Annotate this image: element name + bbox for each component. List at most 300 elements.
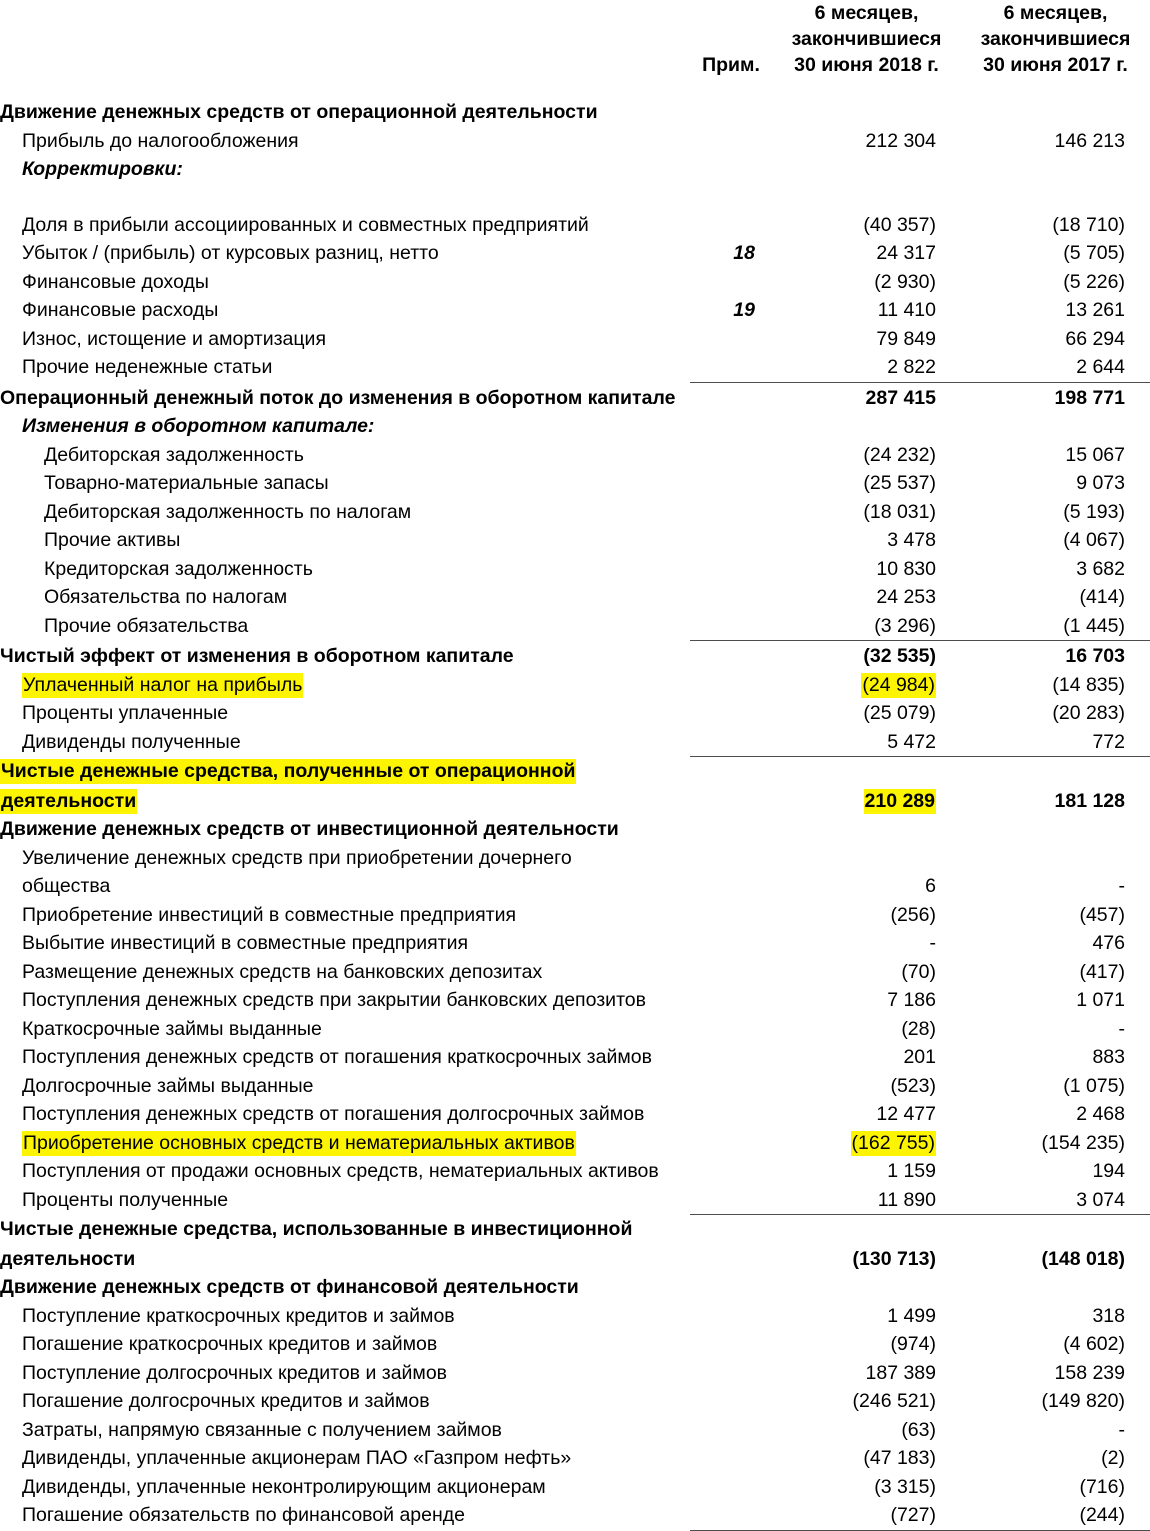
value-text: (2) — [1101, 1447, 1125, 1469]
row-label-accounts-receivable — [0, 441, 690, 470]
row-note-accounts-receivable — [690, 441, 772, 470]
row-value-2017-dividends-received — [961, 728, 1150, 757]
row-value-2017-blank-1 — [961, 184, 1150, 211]
row-label-text: Финансовые расходы — [22, 299, 219, 321]
value-text: (244) — [1079, 1504, 1125, 1526]
row-note-depreciation — [690, 325, 772, 354]
header-note-label: Прим. — [702, 54, 760, 76]
row-note-income-tax-paid — [690, 671, 772, 700]
value-text: 476 — [1092, 932, 1125, 954]
row-value-2018-adjustments-header — [772, 155, 961, 184]
row-label-text: Чистые денежные средства, использованные в инвестиционной — [0, 1217, 633, 1240]
value-text: (417) — [1079, 960, 1125, 983]
row-value-2018-depreciation — [772, 325, 961, 354]
row-note-finance-income — [690, 268, 772, 297]
row-label-repayment-long-term-debt — [0, 1387, 690, 1416]
value-text: (28) — [901, 1017, 936, 1040]
row-value-2018-loan-transaction-costs — [772, 1416, 961, 1445]
row-note-placement-deposits — [690, 958, 772, 987]
header-year-2018-line3: 30 июня 2018 г. — [794, 54, 939, 76]
row-label-text: Поступление долгосрочных кредитов и займов — [22, 1361, 448, 1384]
value-text: (149 820) — [1041, 1390, 1125, 1412]
row-value-2017-tax-liabilities — [961, 583, 1150, 612]
row-note-disposal-jv — [690, 929, 772, 958]
row-note-other-assets — [690, 526, 772, 555]
value-text: (4 067) — [1063, 529, 1125, 551]
value-text: (154 235) — [1041, 1131, 1125, 1154]
row-label-subsidiary-cash-l1 — [0, 844, 690, 873]
row-label-text: Затраты, напрямую связанные с получением займов — [22, 1418, 502, 1441]
row-value-2017-repayment-short-term-debt — [961, 1330, 1150, 1359]
row-value-2018-inventories — [772, 469, 961, 498]
row-note-dividends-paid-gazprom — [690, 1444, 772, 1473]
table-row — [0, 498, 1150, 527]
row-value-2018-interest-received — [772, 1186, 961, 1215]
value-text: 194 — [1092, 1160, 1125, 1182]
row-value-2017-op-section — [961, 98, 1150, 127]
row-value-2018-interest-paid — [772, 699, 961, 728]
value-text: 24 253 — [876, 586, 936, 608]
row-label-text: Поступление краткосрочных кредитов и займов — [22, 1304, 455, 1327]
row-label-text: Износ, истощение и амортизация — [22, 327, 327, 350]
row-label-text: Чистые денежные средства, полученные от операционной — [1, 759, 576, 782]
row-value-2017-accounts-payable — [961, 555, 1150, 584]
row-value-2017-repayment-long-term-debt — [961, 1387, 1150, 1416]
value-text: (18 710) — [1052, 213, 1125, 236]
value-text: (148 018) — [1041, 1247, 1125, 1270]
row-value-2018-repayment-long-term-debt — [772, 1387, 961, 1416]
row-note-proceeds-long-term-debt — [690, 1359, 772, 1388]
table-row — [0, 728, 1150, 757]
row-value-2017-acquisition-jv — [961, 901, 1150, 930]
row-value-2017-income-tax-paid — [961, 671, 1150, 700]
row-label-text: Погашение обязательств по финансовой аренде — [22, 1504, 465, 1526]
value-text: (20 283) — [1052, 702, 1125, 724]
row-value-2018-other-assets — [772, 526, 961, 555]
row-note-fin-section — [690, 1273, 772, 1302]
row-label-text: Размещение денежных средств на банковских депозитах — [22, 960, 543, 983]
row-note-repayment-short-term-loans — [690, 1043, 772, 1072]
table-row — [0, 1330, 1150, 1359]
row-label-share-of-profit-associates — [0, 211, 690, 240]
row-value-2018-net-wc-effect — [772, 641, 961, 671]
value-text: (3 315) — [874, 1475, 936, 1498]
row-value-2017-dividends-paid-gazprom — [961, 1444, 1150, 1473]
row-label-text: Прочие неденежные статьи — [22, 356, 273, 378]
table-row — [0, 211, 1150, 240]
row-note-inv-section — [690, 815, 772, 844]
value-text: 2 468 — [1076, 1103, 1125, 1125]
row-value-2018-tax-receivable — [772, 498, 961, 527]
row-note-wc-changes-header — [690, 412, 772, 441]
table-row — [0, 901, 1150, 930]
row-value-2017-net-wc-effect — [961, 641, 1150, 671]
row-label-text: Движение денежных средств от финансовой деятельности — [0, 1276, 579, 1298]
value-text: 883 — [1092, 1046, 1125, 1068]
row-value-2018-proceeds-long-term-debt — [772, 1359, 961, 1388]
row-value-2018-dividends-paid-nci — [772, 1473, 961, 1502]
value-text: 772 — [1092, 730, 1125, 753]
value-text: 146 213 — [1054, 129, 1125, 152]
row-label-text: деятельности — [0, 1247, 136, 1270]
row-label-op-cash-flow-before-wc — [0, 382, 690, 412]
row-note-net-wc-effect — [690, 641, 772, 671]
row-label-text: Поступления от продажи основных средств, нематериальных активов — [22, 1160, 659, 1182]
row-label-inv-section — [0, 815, 690, 844]
row-label-proceeds-sale-ppe — [0, 1157, 690, 1186]
value-text: (25 537) — [863, 472, 936, 494]
table-row — [0, 641, 1150, 671]
row-label-depreciation — [0, 325, 690, 354]
row-label-text: общества — [22, 875, 111, 897]
row-note-proceeds-deposits — [690, 986, 772, 1015]
table-row — [0, 268, 1150, 297]
table-row — [0, 757, 1150, 787]
value-text: (1 075) — [1063, 1074, 1125, 1097]
row-note-net-cash-operating-l1 — [690, 757, 772, 787]
header-year-2017-line2: закончившиеся — [980, 28, 1131, 50]
table-row — [0, 671, 1150, 700]
row-value-2018-net-cash-operating-l2 — [772, 787, 961, 816]
row-value-2018-proceeds-sale-ppe — [772, 1157, 961, 1186]
row-value-2018-repayment-short-term-debt — [772, 1330, 961, 1359]
value-text: 7 186 — [887, 989, 936, 1011]
row-value-2017-accounts-receivable — [961, 441, 1150, 470]
row-value-2017-net-cash-investing-l1 — [961, 1215, 1150, 1245]
header-blank-label — [0, 0, 690, 80]
row-value-2017-subsidiary-cash-l1 — [961, 844, 1150, 873]
row-label-capex — [0, 1129, 690, 1158]
value-text: - — [1118, 1017, 1125, 1040]
row-label-net-cash-investing-l2 — [0, 1245, 690, 1274]
row-value-2017-net-cash-investing-l2 — [961, 1245, 1150, 1274]
row-label-interest-paid — [0, 699, 690, 728]
row-note-fx-loss-gain — [690, 239, 772, 268]
row-value-2018-long-term-loans-issued — [772, 1072, 961, 1101]
row-note-capex — [690, 1129, 772, 1158]
table-row — [0, 1215, 1150, 1245]
row-value-2017-depreciation — [961, 325, 1150, 354]
value-text: 24 317 — [876, 242, 936, 264]
value-text: - — [1118, 1418, 1125, 1441]
value-text: (25 079) — [863, 702, 936, 724]
row-note-net-cash-investing-l2 — [690, 1245, 772, 1274]
value-text: 187 389 — [865, 1361, 936, 1384]
table-row — [0, 1302, 1150, 1331]
row-label-subsidiary-cash-l2 — [0, 872, 690, 901]
value-text: 3 074 — [1076, 1188, 1125, 1211]
row-label-repayment-long-term-loans — [0, 1100, 690, 1129]
row-value-2018-fin-section — [772, 1273, 961, 1302]
value-text: 198 771 — [1054, 386, 1125, 409]
value-text: 12 477 — [876, 1103, 936, 1125]
value-text: (974) — [890, 1333, 936, 1355]
row-value-2018-placement-deposits — [772, 958, 961, 987]
value-text: 1 499 — [887, 1304, 936, 1327]
row-note-share-of-profit-associates — [690, 211, 772, 240]
row-value-2017-share-of-profit-associates — [961, 211, 1150, 240]
row-value-2018-other-noncash — [772, 353, 961, 382]
row-note-proceeds-short-term-debt — [690, 1302, 772, 1331]
value-text: 212 304 — [865, 129, 936, 152]
value-text: 3 682 — [1076, 557, 1125, 580]
table-row — [0, 815, 1150, 844]
value-text: 6 — [925, 875, 936, 897]
header-year-2018-line1: 6 месяцев, — [814, 2, 919, 24]
row-value-2017-fx-loss-gain — [961, 239, 1150, 268]
row-label-text: Убыток / (прибыль) от курсовых разниц, нетто — [22, 242, 439, 264]
note-reference: 18 — [733, 242, 755, 264]
row-value-2017-loan-transaction-costs — [961, 1416, 1150, 1445]
row-label-other-noncash — [0, 353, 690, 382]
row-note-other-liabilities — [690, 612, 772, 641]
row-note-interest-paid — [690, 699, 772, 728]
table-row — [0, 1359, 1150, 1388]
row-value-2018-accounts-payable — [772, 555, 961, 584]
row-label-text: Дебиторская задолженность по налогам — [44, 500, 412, 523]
row-note-acquisition-jv — [690, 901, 772, 930]
table-row — [0, 1072, 1150, 1101]
row-label-text: Проценты полученные — [22, 1188, 229, 1211]
row-value-2018-net-cash-operating-l1 — [772, 757, 961, 787]
note-reference: 19 — [733, 299, 755, 321]
value-text: (523) — [890, 1074, 936, 1097]
table-row — [0, 441, 1150, 470]
header-year-2017 — [961, 0, 1150, 80]
row-value-2017-net-cash-operating-l1 — [961, 757, 1150, 787]
row-value-2017-tax-receivable — [961, 498, 1150, 527]
row-value-2017-interest-received — [961, 1186, 1150, 1215]
row-note-adjustments-header — [690, 155, 772, 184]
row-label-text: Уплаченный налог на прибыль — [23, 673, 303, 696]
value-text: 318 — [1092, 1304, 1125, 1327]
row-value-2018-short-term-loans-issued — [772, 1015, 961, 1044]
row-label-text: Поступления денежных средств от погашения краткосрочных займов — [22, 1046, 652, 1068]
row-note-dividends-received — [690, 728, 772, 757]
row-label-net-cash-investing-l1 — [0, 1215, 690, 1245]
row-value-2017-op-cash-flow-before-wc — [961, 382, 1150, 412]
value-text: - — [1118, 875, 1125, 897]
row-label-text: Поступления денежных средств от погашения долгосрочных займов — [22, 1103, 645, 1125]
row-value-2018-proceeds-short-term-debt — [772, 1302, 961, 1331]
row-value-2017-adjustments-header — [961, 155, 1150, 184]
row-label-text: Прочие активы — [44, 529, 181, 551]
value-text: 9 073 — [1076, 472, 1125, 494]
row-value-2017-repayment-long-term-loans — [961, 1100, 1150, 1129]
row-label-loan-transaction-costs — [0, 1416, 690, 1445]
row-label-dividends-paid-nci — [0, 1473, 690, 1502]
row-label-text: Дебиторская задолженность — [44, 443, 304, 466]
value-text: (63) — [901, 1418, 936, 1441]
row-label-text: Дивиденды, уплаченные неконтролирующим акционерам — [22, 1475, 546, 1498]
row-label-text: Финансовые доходы — [22, 270, 209, 293]
row-note-finance-expenses — [690, 296, 772, 325]
row-label-net-wc-effect — [0, 641, 690, 671]
row-label-wc-changes-header — [0, 412, 690, 441]
row-label-text: Увеличение денежных средств при приобретении дочернего — [22, 846, 572, 869]
row-label-long-term-loans-issued — [0, 1072, 690, 1101]
table-row — [0, 1444, 1150, 1473]
table-row — [0, 412, 1150, 441]
row-label-short-term-loans-issued — [0, 1015, 690, 1044]
row-note-long-term-loans-issued — [690, 1072, 772, 1101]
row-label-text: Приобретение основных средств и нематериальных активов — [23, 1131, 575, 1154]
row-label-fin-section — [0, 1273, 690, 1302]
row-label-text: Поступления денежных средств при закрытии банковских депозитов — [22, 989, 646, 1011]
row-note-accounts-payable — [690, 555, 772, 584]
row-label-tax-receivable — [0, 498, 690, 527]
row-label-adjustments-header — [0, 155, 690, 184]
row-value-2018-profit-before-tax — [772, 127, 961, 156]
table-row — [0, 1387, 1150, 1416]
value-text: 11 410 — [877, 299, 936, 321]
table-row — [0, 353, 1150, 382]
row-value-2017-finance-income — [961, 268, 1150, 297]
value-text: (5 193) — [1063, 500, 1125, 523]
row-note-other-noncash — [690, 353, 772, 382]
value-text: (246 521) — [852, 1390, 936, 1412]
table-row — [0, 872, 1150, 901]
table-row — [0, 844, 1150, 873]
row-value-2017-finance-expenses — [961, 296, 1150, 325]
row-label-text: Краткосрочные займы выданные — [22, 1017, 322, 1040]
row-label-text: Приобретение инвестиций в совместные предприятия — [22, 903, 517, 926]
row-value-2018-dividends-paid-gazprom — [772, 1444, 961, 1473]
row-label-dividends-received — [0, 728, 690, 757]
row-value-2018-subsidiary-cash-l2 — [772, 872, 961, 901]
row-value-2017-proceeds-long-term-debt — [961, 1359, 1150, 1388]
value-text: (5 226) — [1063, 270, 1125, 293]
row-note-proceeds-sale-ppe — [690, 1157, 772, 1186]
row-note-op-section — [690, 98, 772, 127]
row-note-loan-transaction-costs — [690, 1416, 772, 1445]
row-value-2018-subsidiary-cash-l1 — [772, 844, 961, 873]
table-row — [0, 325, 1150, 354]
row-label-text: Корректировки: — [22, 158, 183, 180]
row-label-finance-income — [0, 268, 690, 297]
row-label-text: Движение денежных средств от операционной деятельности — [0, 101, 598, 123]
value-text: 287 415 — [865, 386, 936, 409]
row-label-repayment-short-term-loans — [0, 1043, 690, 1072]
table-row — [0, 184, 1150, 211]
row-label-text: Операционный денежный поток до изменения в оборотном капитале — [0, 386, 676, 409]
row-label-text: Дивиденды, уплаченные акционерам ПАО «Газпром нефть» — [22, 1447, 572, 1469]
value-text: (24 984) — [862, 673, 935, 696]
row-value-2018-net-cash-investing-l2 — [772, 1245, 961, 1274]
row-value-2018-inv-section — [772, 815, 961, 844]
row-value-2018-capex — [772, 1129, 961, 1158]
row-value-2018-finance-income — [772, 268, 961, 297]
value-text: 10 830 — [876, 557, 936, 580]
row-label-finance-expenses — [0, 296, 690, 325]
row-label-accounts-payable — [0, 555, 690, 584]
value-text: 201 — [903, 1046, 936, 1068]
row-value-2017-interest-paid — [961, 699, 1150, 728]
row-label-inventories — [0, 469, 690, 498]
table-row — [0, 382, 1150, 412]
row-value-2017-placement-deposits — [961, 958, 1150, 987]
row-value-2017-proceeds-deposits — [961, 986, 1150, 1015]
row-value-2017-subsidiary-cash-l2 — [961, 872, 1150, 901]
header-year-2018-line2: закончившиеся — [791, 28, 942, 50]
table-row — [0, 127, 1150, 156]
value-text: (130 713) — [852, 1247, 936, 1270]
row-value-2017-finance-lease-repayment — [961, 1501, 1150, 1530]
row-label-text: Изменения в оборотном капитале: — [22, 415, 375, 437]
row-label-other-assets — [0, 526, 690, 555]
row-note-op-cash-flow-before-wc — [690, 382, 772, 412]
row-value-2018-repayment-short-term-loans — [772, 1043, 961, 1072]
row-label-op-section — [0, 98, 690, 127]
value-text: 158 239 — [1054, 1361, 1125, 1384]
value-text: 5 472 — [887, 730, 936, 753]
value-text: 2 822 — [887, 356, 936, 378]
value-text: 15 067 — [1065, 443, 1125, 466]
row-note-repayment-short-term-debt — [690, 1330, 772, 1359]
value-text: (24 232) — [863, 443, 936, 466]
table-row — [0, 986, 1150, 1015]
row-value-2017-capex — [961, 1129, 1150, 1158]
row-label-finance-lease-repayment — [0, 1501, 690, 1530]
row-value-2017-short-term-loans-issued — [961, 1015, 1150, 1044]
table-row — [0, 296, 1150, 325]
row-label-blank-1 — [0, 184, 690, 211]
table-row — [0, 612, 1150, 641]
row-value-2017-other-noncash — [961, 353, 1150, 382]
table-row — [0, 929, 1150, 958]
row-note-repayment-long-term-loans — [690, 1100, 772, 1129]
row-note-profit-before-tax — [690, 127, 772, 156]
value-text: (70) — [901, 960, 936, 983]
row-value-2018-proceeds-deposits — [772, 986, 961, 1015]
row-label-net-cash-operating-l2 — [0, 787, 690, 816]
value-text: 1 159 — [887, 1160, 936, 1182]
value-text: 16 703 — [1065, 645, 1125, 667]
value-text: 3 478 — [887, 529, 936, 551]
value-text: (2 930) — [874, 270, 936, 293]
row-label-other-liabilities — [0, 612, 690, 641]
header-note-column — [690, 0, 772, 80]
row-value-2018-finance-lease-repayment — [772, 1501, 961, 1530]
row-label-tax-liabilities — [0, 583, 690, 612]
row-label-text: Кредиторская задолженность — [44, 557, 313, 580]
table-row — [0, 555, 1150, 584]
row-value-2018-repayment-long-term-loans — [772, 1100, 961, 1129]
row-value-2018-op-cash-flow-before-wc — [772, 382, 961, 412]
value-text: (40 357) — [863, 213, 936, 236]
row-value-2018-income-tax-paid — [772, 671, 961, 700]
row-label-dividends-paid-gazprom — [0, 1444, 690, 1473]
row-label-text: Чистый эффект от изменения в оборотном капитале — [0, 645, 514, 667]
row-label-proceeds-short-term-debt — [0, 1302, 690, 1331]
table-row — [0, 583, 1150, 612]
row-value-2018-disposal-jv — [772, 929, 961, 958]
row-label-text: Долгосрочные займы выданные — [22, 1074, 314, 1097]
value-text: 1 071 — [1076, 989, 1125, 1011]
row-value-2018-acquisition-jv — [772, 901, 961, 930]
table-row — [0, 98, 1150, 127]
header-spacer-row — [0, 80, 1150, 98]
row-label-text: Погашение краткосрочных кредитов и займов — [22, 1333, 438, 1355]
table-row — [0, 1501, 1150, 1530]
value-text: (3 296) — [874, 614, 936, 637]
table-header — [0, 0, 1150, 98]
value-text: (162 755) — [851, 1131, 935, 1154]
row-value-2018-blank-1 — [772, 184, 961, 211]
header-spacer-cell — [0, 80, 1150, 98]
row-label-text: Доля в прибыли ассоциированных и совместных предприятий — [22, 213, 589, 236]
row-label-proceeds-long-term-debt — [0, 1359, 690, 1388]
